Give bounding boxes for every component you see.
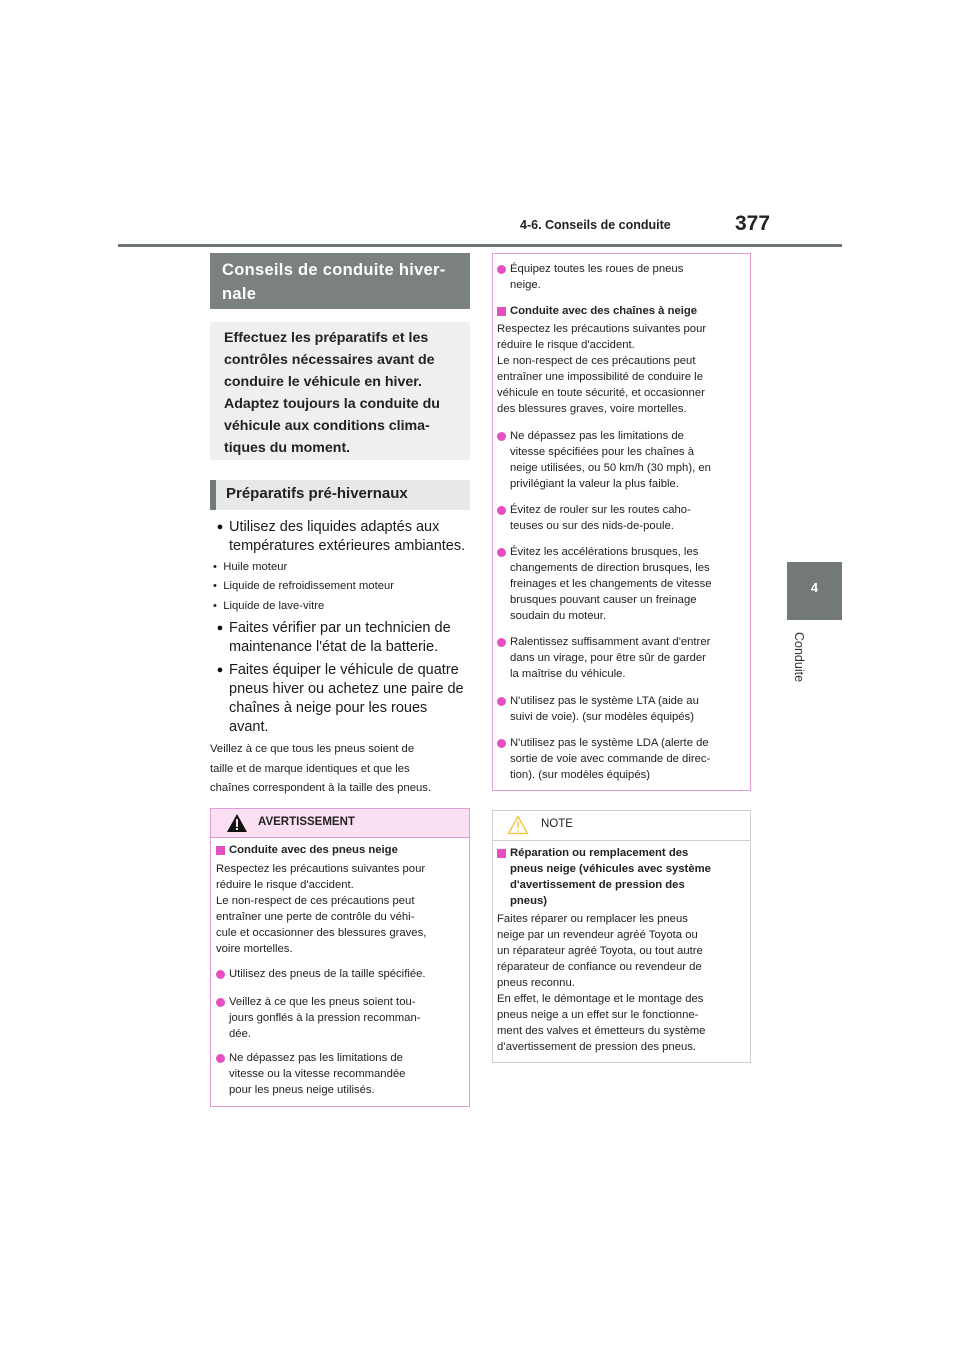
warning-heading: Conduite avec des chaînes à neige bbox=[510, 305, 698, 317]
sub-list-item: • Huile moteur bbox=[213, 561, 288, 573]
section-title: 4-6. Conseils de conduite bbox=[520, 218, 671, 232]
header-rule bbox=[118, 244, 842, 247]
warning-bullet bbox=[510, 693, 699, 725]
warning-intro-line: Le non-respect de ces précautions peut bbox=[497, 355, 696, 367]
summary-box bbox=[210, 322, 470, 460]
note-heading-line: d'avertissement de pression des bbox=[510, 879, 685, 891]
summary-line: tiques du moment. bbox=[224, 440, 351, 456]
section-heading-line: Conseils de conduite hiver- bbox=[222, 261, 446, 279]
warning-bullet-line: la maîtrise du véhicule. bbox=[510, 668, 626, 680]
warning-intro-line: Respectez les précautions suivantes pour bbox=[497, 323, 707, 335]
warning-bullet-line: N'utilisez pas le système LDA (alerte de bbox=[510, 737, 709, 749]
warning-bullet-line: changements de direction brusques, les bbox=[510, 562, 710, 574]
warning-bullet-line: Utilisez des pneus de la taille spécifiée. bbox=[229, 968, 426, 980]
warning-bullet bbox=[510, 544, 712, 624]
note-body-line: En effet, le démontage et le montage des bbox=[497, 993, 704, 1005]
warning-intro bbox=[497, 321, 706, 417]
pink-bullet-icon bbox=[497, 697, 506, 706]
warning-bullet-line: jours gonflés à la pression recomman- bbox=[229, 1012, 421, 1024]
sub-list-item-label: Liquide de lave-vitre bbox=[223, 600, 325, 612]
warning-bullet-line: neige. bbox=[510, 279, 541, 291]
warning-intro-line: des blessures graves, voire mortelles. bbox=[497, 403, 687, 415]
subsection-heading: Préparatifs pré-hivernaux bbox=[210, 480, 470, 510]
paragraph-line: chaînes correspondent à la taille des pneus. bbox=[210, 782, 432, 794]
warning-bullet-line: sortie de voie avec commande de direc- bbox=[510, 753, 711, 765]
warning-bullet-line: suivi de voie). (sur modèles équipés) bbox=[510, 711, 694, 723]
warning-bullet-line: Ne dépassez pas les limitations de bbox=[229, 1052, 403, 1064]
section-heading-line: nale bbox=[222, 285, 257, 303]
page-number: 377 bbox=[735, 212, 771, 235]
chapter-number: 4 bbox=[810, 580, 819, 595]
warning-intro-line: réduire le risque d'accident. bbox=[216, 879, 354, 891]
note-body-line: ment des valves et émetteurs du système bbox=[497, 1025, 706, 1037]
note-body-line: d’avertissement de pression des pneus. bbox=[497, 1041, 697, 1053]
warning-bullet-line: Évitez les accélérations brusques, les bbox=[510, 546, 699, 558]
warning-bullet-line: neige utilisées, ou 50 km/h (30 mph), en bbox=[510, 462, 711, 474]
warning-title: AVERTISSEMENT bbox=[258, 816, 355, 828]
note-body bbox=[497, 911, 705, 1055]
warning-bullet-line: Ralentissez suffisamment avant d'entrer bbox=[510, 636, 711, 648]
note-body-line: réparateur de confiance ou revendeur de bbox=[497, 961, 702, 973]
summary-line: Effectuez les préparatifs et les bbox=[224, 330, 429, 346]
list-item bbox=[229, 619, 451, 657]
list-item bbox=[229, 661, 464, 737]
warning-bullet-line: soudain du moteur. bbox=[510, 610, 607, 622]
summary-line: contrôles nécessaires avant de bbox=[224, 352, 435, 368]
warning-intro-line: entraîner une perte de contrôle du véhi- bbox=[216, 911, 415, 923]
warning-bullet bbox=[229, 1050, 405, 1098]
warning-bullet-line: N'utilisez pas le système LTA (aide au bbox=[510, 695, 699, 707]
warning-intro-line: cule et occasionner des blessures graves, bbox=[216, 927, 427, 939]
warning-bullet-line: teuses ou sur des nids-de-poule. bbox=[510, 520, 674, 532]
paragraph-line: Veillez à ce que tous les pneus soient de bbox=[210, 743, 415, 755]
note-title: NOTE bbox=[541, 818, 573, 830]
warning-bullet-line: pour les pneus neige utilisés. bbox=[229, 1084, 375, 1096]
warning-intro-line: voire mortelles. bbox=[216, 943, 293, 955]
pink-bullet-icon bbox=[497, 432, 506, 441]
square-bullet-icon bbox=[497, 307, 506, 316]
note-heading-line: pneus neige (véhicules avec système bbox=[510, 863, 711, 875]
list-item-line: Utilisez des liquides adaptés aux bbox=[229, 519, 440, 535]
pink-bullet-icon bbox=[497, 506, 506, 515]
warning-bullet bbox=[229, 966, 426, 982]
warning-bullet-line: tion). (sur modèles équipés) bbox=[510, 769, 651, 781]
pink-bullet-icon bbox=[216, 998, 225, 1007]
warning-intro bbox=[216, 861, 426, 957]
warning-bullet bbox=[510, 502, 691, 534]
list-item bbox=[229, 518, 465, 556]
sub-list-item: • Liquide de lave-vitre bbox=[213, 600, 325, 612]
pink-bullet-icon bbox=[497, 265, 506, 274]
pink-bullet-icon bbox=[497, 548, 506, 557]
note-divider bbox=[492, 840, 751, 841]
warning-bullet bbox=[510, 428, 711, 492]
list-item-line: chaînes à neige pour les roues bbox=[229, 700, 428, 716]
warning-triangle-icon bbox=[226, 813, 248, 833]
pink-bullet-icon bbox=[497, 638, 506, 647]
list-item-line: Faites équiper le véhicule de quatre bbox=[229, 662, 459, 678]
list-item-line: maintenance l'état de la batterie. bbox=[229, 639, 439, 655]
chapter-label: Conduite bbox=[792, 632, 806, 683]
warning-bullet bbox=[510, 735, 710, 783]
summary-line: véhicule aux conditions clima- bbox=[224, 418, 430, 434]
paragraph-line: taille et de marque identiques et que les bbox=[210, 762, 410, 775]
note-body-line: Faites réparer ou remplacer les pneus bbox=[497, 913, 688, 925]
warning-bullet-line: Évitez de rouler sur les routes caho- bbox=[510, 504, 691, 516]
bullet-icon: ● bbox=[216, 622, 224, 634]
warning-intro-line: Respectez les précautions suivantes pour bbox=[216, 863, 426, 875]
pink-bullet-icon bbox=[497, 739, 506, 748]
warning-intro-line: véhicule en toute sécurité, et occasionner bbox=[497, 387, 705, 399]
warning-bullet-line: Veillez à ce que les pneus soient tou- bbox=[229, 996, 416, 1008]
sub-list-item: • Liquide de refroidissement moteur bbox=[213, 580, 395, 592]
square-bullet-icon bbox=[216, 846, 225, 855]
sub-list-item-label: Huile moteur bbox=[223, 561, 288, 573]
square-bullet-icon bbox=[497, 849, 506, 858]
section-heading bbox=[210, 253, 470, 309]
note-body-line: neige par un revendeur agréé Toyota ou bbox=[497, 929, 698, 941]
bullet-icon: ● bbox=[216, 521, 224, 533]
warning-bullet bbox=[510, 634, 710, 682]
note-body-line: pneus reconnu. bbox=[497, 977, 575, 989]
bullet-icon: ● bbox=[216, 664, 224, 676]
list-item-line: Faites vérifier par un technicien de bbox=[229, 620, 451, 636]
warning-intro-line: entraîner une impossibilité de conduire le bbox=[497, 371, 703, 383]
list-item-line: pneus hiver ou achetez une paire de bbox=[229, 681, 464, 697]
warning-bullet-line: vitesse ou la vitesse recommandée bbox=[229, 1068, 406, 1080]
warning-bullet-line: vitesse spécifiées pour les chaînes à bbox=[510, 446, 694, 458]
body-paragraph bbox=[210, 740, 431, 799]
warning-heading: Conduite avec des pneus neige bbox=[229, 844, 398, 856]
note-heading-line: pneus) bbox=[510, 895, 548, 907]
note-heading-line: Réparation ou remplacement des bbox=[510, 847, 689, 859]
summary-line: Adaptez toujours la conduite du bbox=[224, 396, 440, 412]
warning-bullet-line: Ne dépassez pas les limitations de bbox=[510, 430, 684, 442]
warning-bullet-line: privilégiant la valeur la plus faible. bbox=[510, 478, 679, 490]
warning-bullet-line: brusques pouvant causer un freinage bbox=[510, 594, 697, 606]
pink-bullet-icon bbox=[216, 1054, 225, 1063]
note-heading bbox=[510, 845, 711, 909]
summary-line: conduire le véhicule en hiver. bbox=[224, 374, 422, 390]
pink-bullet-icon bbox=[216, 970, 225, 979]
warning-bullet bbox=[229, 994, 421, 1042]
note-triangle-icon bbox=[507, 815, 529, 835]
warning-intro-line: Le non-respect de ces précautions peut bbox=[216, 895, 415, 907]
sub-list-item-label: Liquide de refroidissement moteur bbox=[223, 580, 395, 592]
warning-bullet bbox=[510, 261, 683, 293]
warning-bullet-line: dans un virage, pour être sûr de garder bbox=[510, 652, 706, 664]
list-item-line: températures extérieures ambiantes. bbox=[229, 538, 466, 554]
warning-intro-line: réduire le risque d'accident. bbox=[497, 339, 635, 351]
note-body-line: un réparateur agréé Toyota, ou tout autre bbox=[497, 945, 703, 957]
list-item-line: avant. bbox=[229, 719, 269, 735]
note-body-line: pneus neige a un effet sur le fonctionne- bbox=[497, 1009, 699, 1021]
warning-bullet-line: freinages et les changements de vitesse bbox=[510, 578, 712, 590]
warning-bullet-line: dée. bbox=[229, 1028, 251, 1040]
warning-bullet-line: Équipez toutes les roues de pneus bbox=[510, 263, 684, 275]
